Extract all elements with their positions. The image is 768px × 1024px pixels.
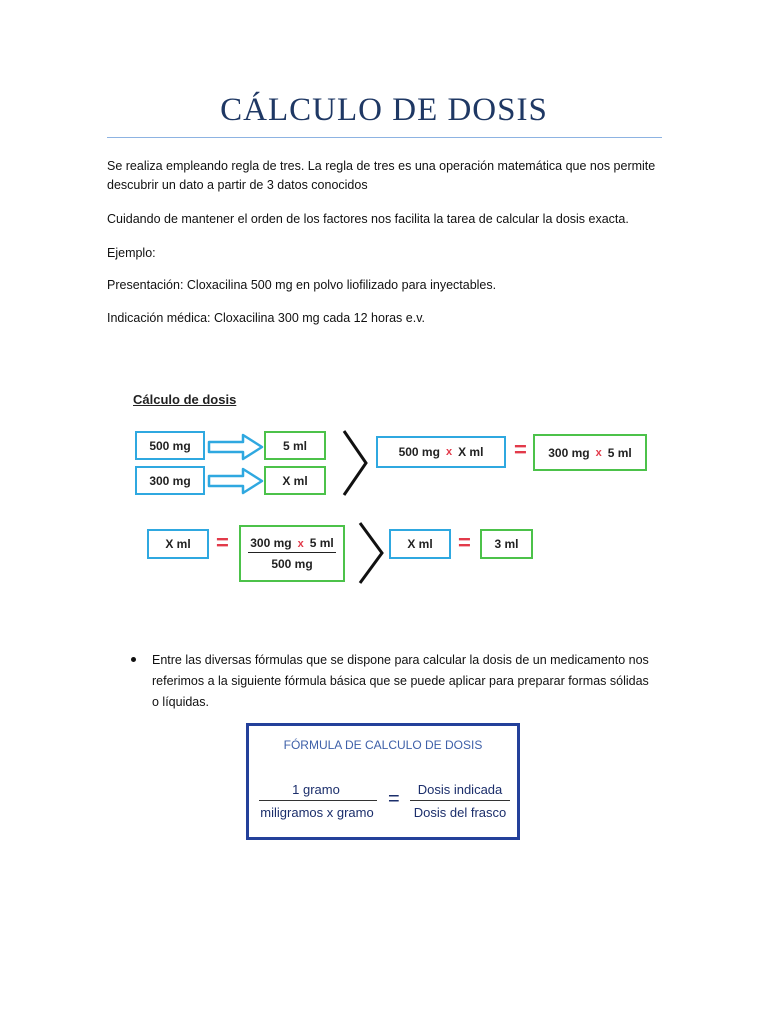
intro-line-1: Se realiza empleando regla de tres. La regla de tres es una operación matemática que nos permite xyxy=(107,159,656,173)
title-underline xyxy=(107,137,662,138)
fraction-box xyxy=(239,525,345,582)
page-title: CÁLCULO DE DOSIS xyxy=(220,92,548,128)
formula-left-denominator: miligramos x gramo xyxy=(260,805,374,820)
chevron-right-icon xyxy=(340,428,370,498)
equals-sign: = xyxy=(514,437,527,462)
arrow-right-icon xyxy=(207,433,265,461)
box-5ml: 5 ml xyxy=(264,431,326,460)
bullet-line-1: Entre las diversas fórmulas que se dispone para calcular la dosis de un medicamento nos xyxy=(152,653,649,667)
equals-sign: = xyxy=(458,530,471,555)
bullet-point xyxy=(131,657,136,662)
formula-left-numerator: 1 gramo xyxy=(292,782,340,797)
chevron-right-icon xyxy=(356,520,386,586)
example-label: Ejemplo: xyxy=(107,246,156,260)
box-xml: X ml xyxy=(264,466,326,495)
result-box: 3 ml xyxy=(480,529,533,559)
order-paragraph: Cuidando de mantener el orden de los factores nos facilita la tarea de calcular la dosis exacta. xyxy=(107,212,629,226)
eq1-left-box: 500 mg x X ml xyxy=(376,436,506,468)
formula-equals: = xyxy=(388,788,400,810)
formula-left-fraction-line xyxy=(259,800,377,801)
presentation-text: Presentación: Cloxacilina 500 mg en polvo liofilizado para inyectables. xyxy=(107,278,497,292)
formula-right-numerator: Dosis indicada xyxy=(417,782,503,797)
row2-result-xml-box: X ml xyxy=(389,529,451,559)
diagram-title: Cálculo de dosis xyxy=(133,392,237,407)
box-300mg: 300 mg xyxy=(135,466,205,495)
fraction-denominator: 500 mg xyxy=(271,557,313,571)
formula-right-fraction-line xyxy=(410,800,510,801)
fraction-numerator: 300 mg x 5 ml xyxy=(248,536,336,553)
row2-xml-box: X ml xyxy=(147,529,209,559)
intro-paragraph xyxy=(107,157,667,195)
formula-right-denominator: Dosis del frasco xyxy=(413,805,507,820)
arrow-right-icon xyxy=(207,467,265,495)
intro-line-2: descubrir un dato a partir de 3 datos conocidos xyxy=(107,178,368,192)
formula-title: FÓRMULA DE CALCULO DE DOSIS xyxy=(283,738,483,752)
formula-box xyxy=(246,723,520,840)
box-500mg: 500 mg xyxy=(135,431,205,460)
bullet-line-2: referimos a la siguiente fórmula básica que se puede aplicar para preparar formas sólidas xyxy=(152,674,649,688)
bullet-paragraph xyxy=(152,650,672,713)
eq1-right-box: 300 mg x 5 ml xyxy=(533,434,647,471)
bullet-line-3: o líquidas. xyxy=(152,695,209,709)
indication-text: Indicación médica: Cloxacilina 300 mg cada 12 horas e.v. xyxy=(107,311,425,325)
equals-sign: = xyxy=(216,530,229,555)
